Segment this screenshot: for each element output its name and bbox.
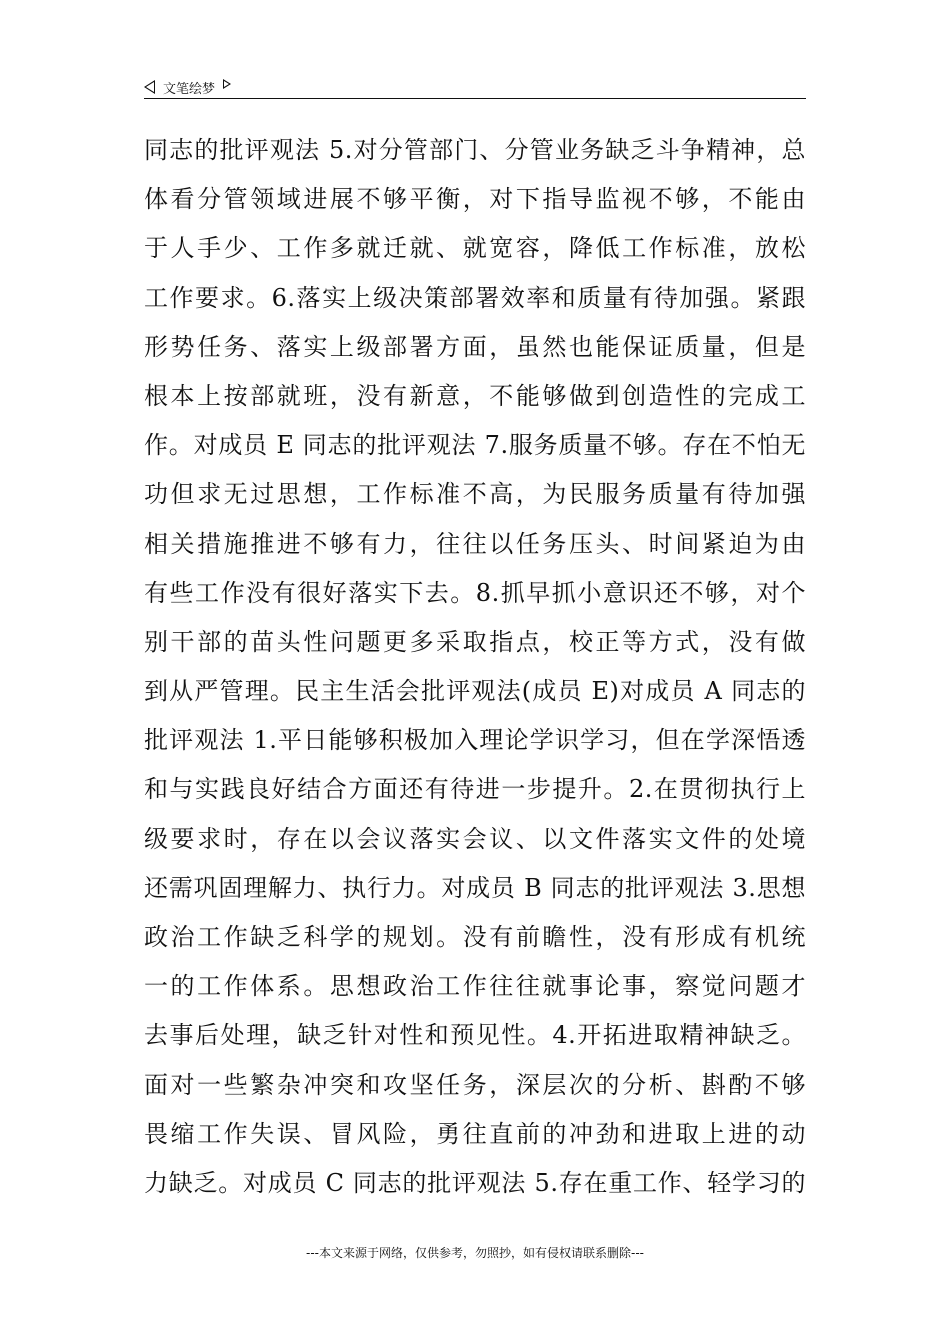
text-line: 根本上按部就班，没有新意，不能够做到创造性的完成工	[144, 381, 806, 410]
text-line: 作。对成员 E 同志的批评观法 7.服务质量不够。存在不怕无	[144, 431, 806, 460]
text-line: 力缺乏。对成员 C 同志的批评观法 5.存在重工作、轻学习的	[144, 1168, 806, 1197]
text-line: 相关措施推进不够有力，往往以任务压头、时间紧迫为由	[144, 529, 806, 558]
page-footer: ---本文来源于网络，仅供参考，勿照抄，如有侵权请联系删除---	[306, 1246, 644, 1260]
triangle-right-icon	[223, 79, 231, 89]
text-line: 畏缩工作失误、冒风险，勇往直前的冲劲和进取上进的动	[144, 1119, 806, 1148]
text-line: 工作要求。6.落实上级决策部署效率和质量有待加强。紧跟	[144, 283, 806, 312]
header-divider	[144, 98, 806, 99]
text-line: 到从严管理。民主生活会批评观法(成员 E)对成员 A 同志的	[144, 677, 806, 706]
text-line: 面对一些繁杂冲突和攻坚任务，深层次的分析、斟酌不够	[144, 1070, 806, 1099]
text-line: 还需巩固理解力、执行力。对成员 B 同志的批评观法 3.思想	[144, 873, 806, 902]
text-line: 一的工作体系。思想政治工作往往就事论事，察觉问题才	[144, 972, 806, 1001]
triangle-left-icon	[144, 80, 155, 94]
text-line: 功但求无过思想，工作标准不高，为民服务质量有待加强	[144, 480, 806, 509]
text-line: 去事后处理，缺乏针对性和预见性。4.开拓进取精神缺乏。	[144, 1021, 806, 1050]
text-line: 别干部的苗头性问题更多采取指点，校正等方式，没有做	[144, 627, 806, 656]
header-title: 文笔绘梦	[163, 81, 216, 97]
page-header	[144, 74, 806, 100]
text-line: 批评观法 1.平日能够积极加入理论学识学习，但在学深悟透	[144, 726, 806, 755]
body-text	[144, 126, 806, 1208]
text-line: 级要求时，存在以会议落实会议、以文件落实文件的处境	[144, 824, 806, 853]
text-line: 和与实践良好结合方面还有待进一步提升。2.在贯彻执行上	[144, 775, 806, 804]
text-line: 形势任务、落实上级部署方面，虽然也能保证质量，但是	[144, 332, 806, 361]
text-line: 政治工作缺乏科学的规划。没有前瞻性，没有形成有机统	[144, 923, 806, 951]
text-line: 体看分管领域进展不够平衡，对下指导监视不够，不能由	[144, 185, 806, 214]
text-line: 有些工作没有很好落实下去。8.抓早抓小意识还不够，对个	[144, 578, 806, 607]
text-line: 于人手少、工作多就迁就、就宽容，降低工作标准，放松	[144, 234, 806, 263]
text-line: 同志的批评观法 5.对分管部门、分管业务缺乏斗争精神，总	[144, 136, 806, 164]
